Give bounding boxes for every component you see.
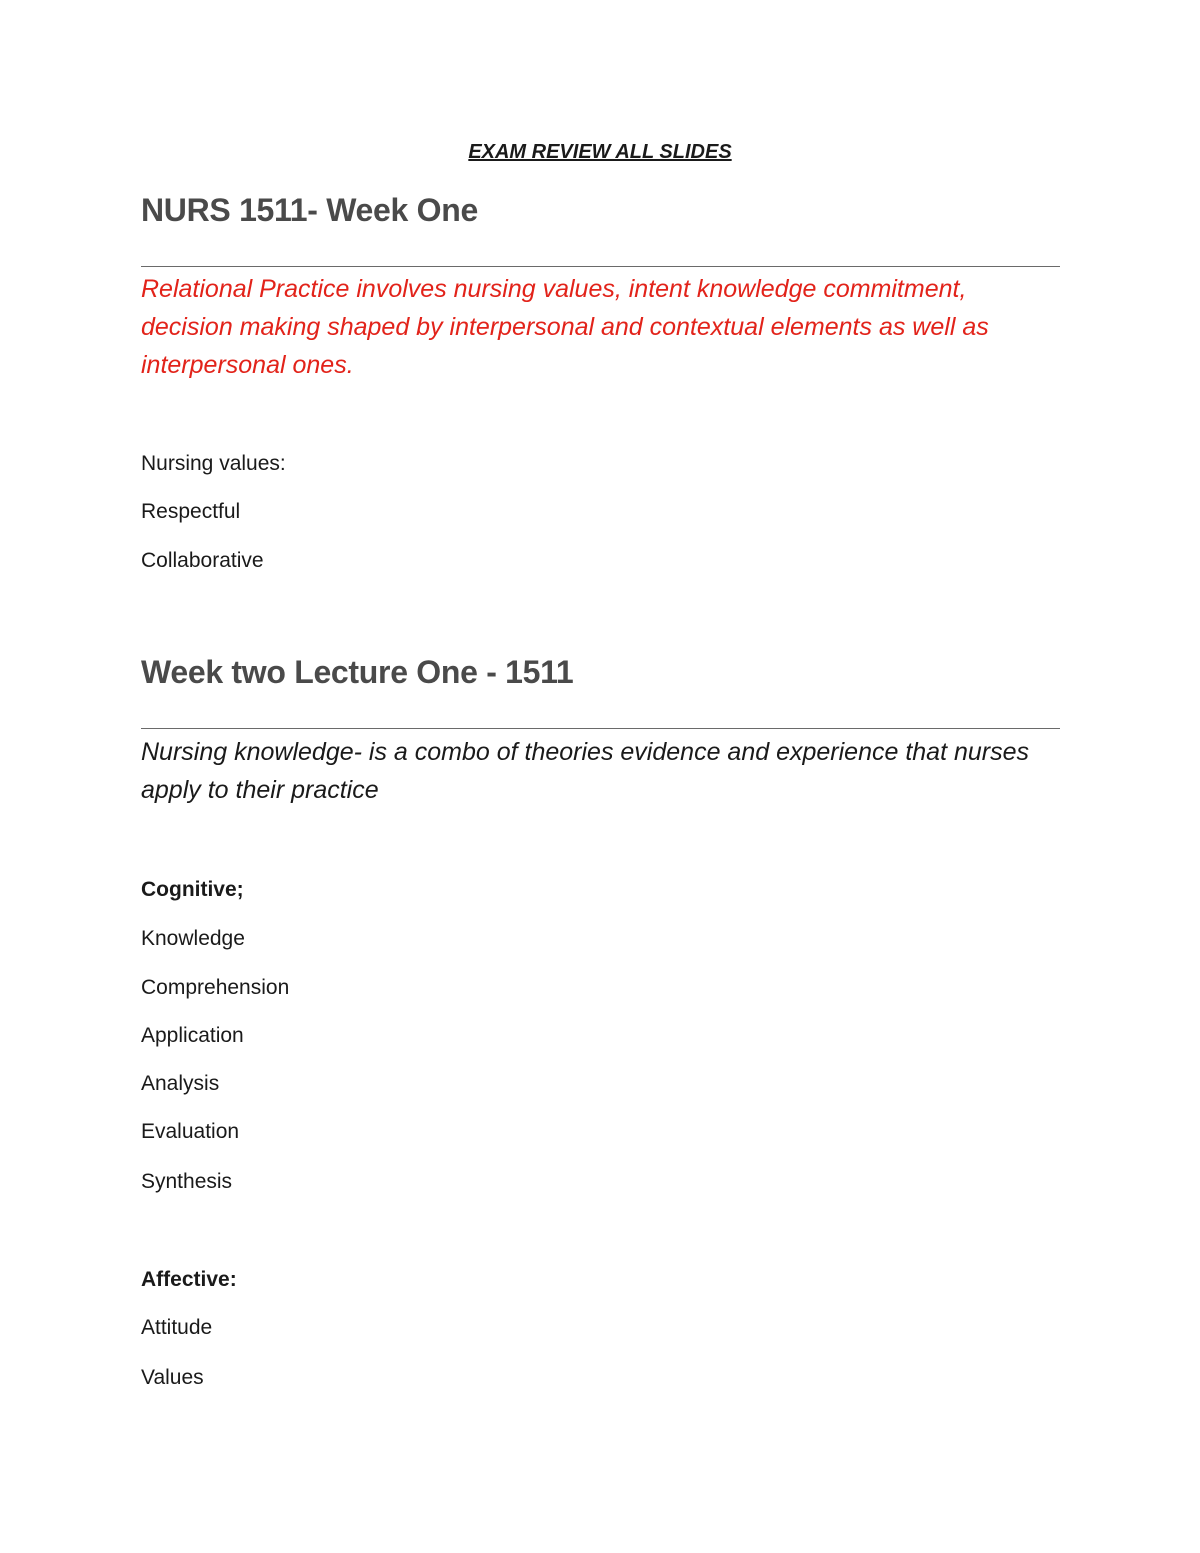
section-heading-week-two: Week two Lecture One - 1511 bbox=[141, 654, 574, 690]
list-item: Application bbox=[141, 1024, 244, 1047]
nursing-values-label: Nursing values: bbox=[141, 452, 286, 475]
list-item: Comprehension bbox=[141, 976, 290, 999]
list-item: Analysis bbox=[141, 1072, 220, 1095]
section-divider bbox=[141, 266, 1060, 267]
affective-label: Affective: bbox=[141, 1268, 237, 1291]
list-item: Attitude bbox=[141, 1316, 213, 1339]
nursing-knowledge-definition: Nursing knowledge- is a combo of theories evidence and experience that nurses apply to their practice bbox=[141, 738, 1030, 804]
section-heading-week-one: NURS 1511- Week One bbox=[141, 192, 478, 228]
list-item: Collaborative bbox=[141, 549, 264, 572]
section-divider bbox=[141, 728, 1060, 729]
document-title: EXAM REVIEW ALL SLIDES bbox=[468, 141, 732, 163]
list-item: Knowledge bbox=[141, 927, 245, 950]
list-item: Respectful bbox=[141, 500, 241, 523]
relational-practice-definition: Relational Practice involves nursing values, intent knowledge commitment, decision making shaped by interpersonal and contextual elements as well as interpersonal ones. bbox=[141, 275, 989, 379]
list-item: Synthesis bbox=[141, 1170, 233, 1193]
cognitive-label: Cognitive; bbox=[141, 878, 244, 901]
list-item: Values bbox=[141, 1366, 204, 1389]
list-item: Evaluation bbox=[141, 1120, 240, 1143]
